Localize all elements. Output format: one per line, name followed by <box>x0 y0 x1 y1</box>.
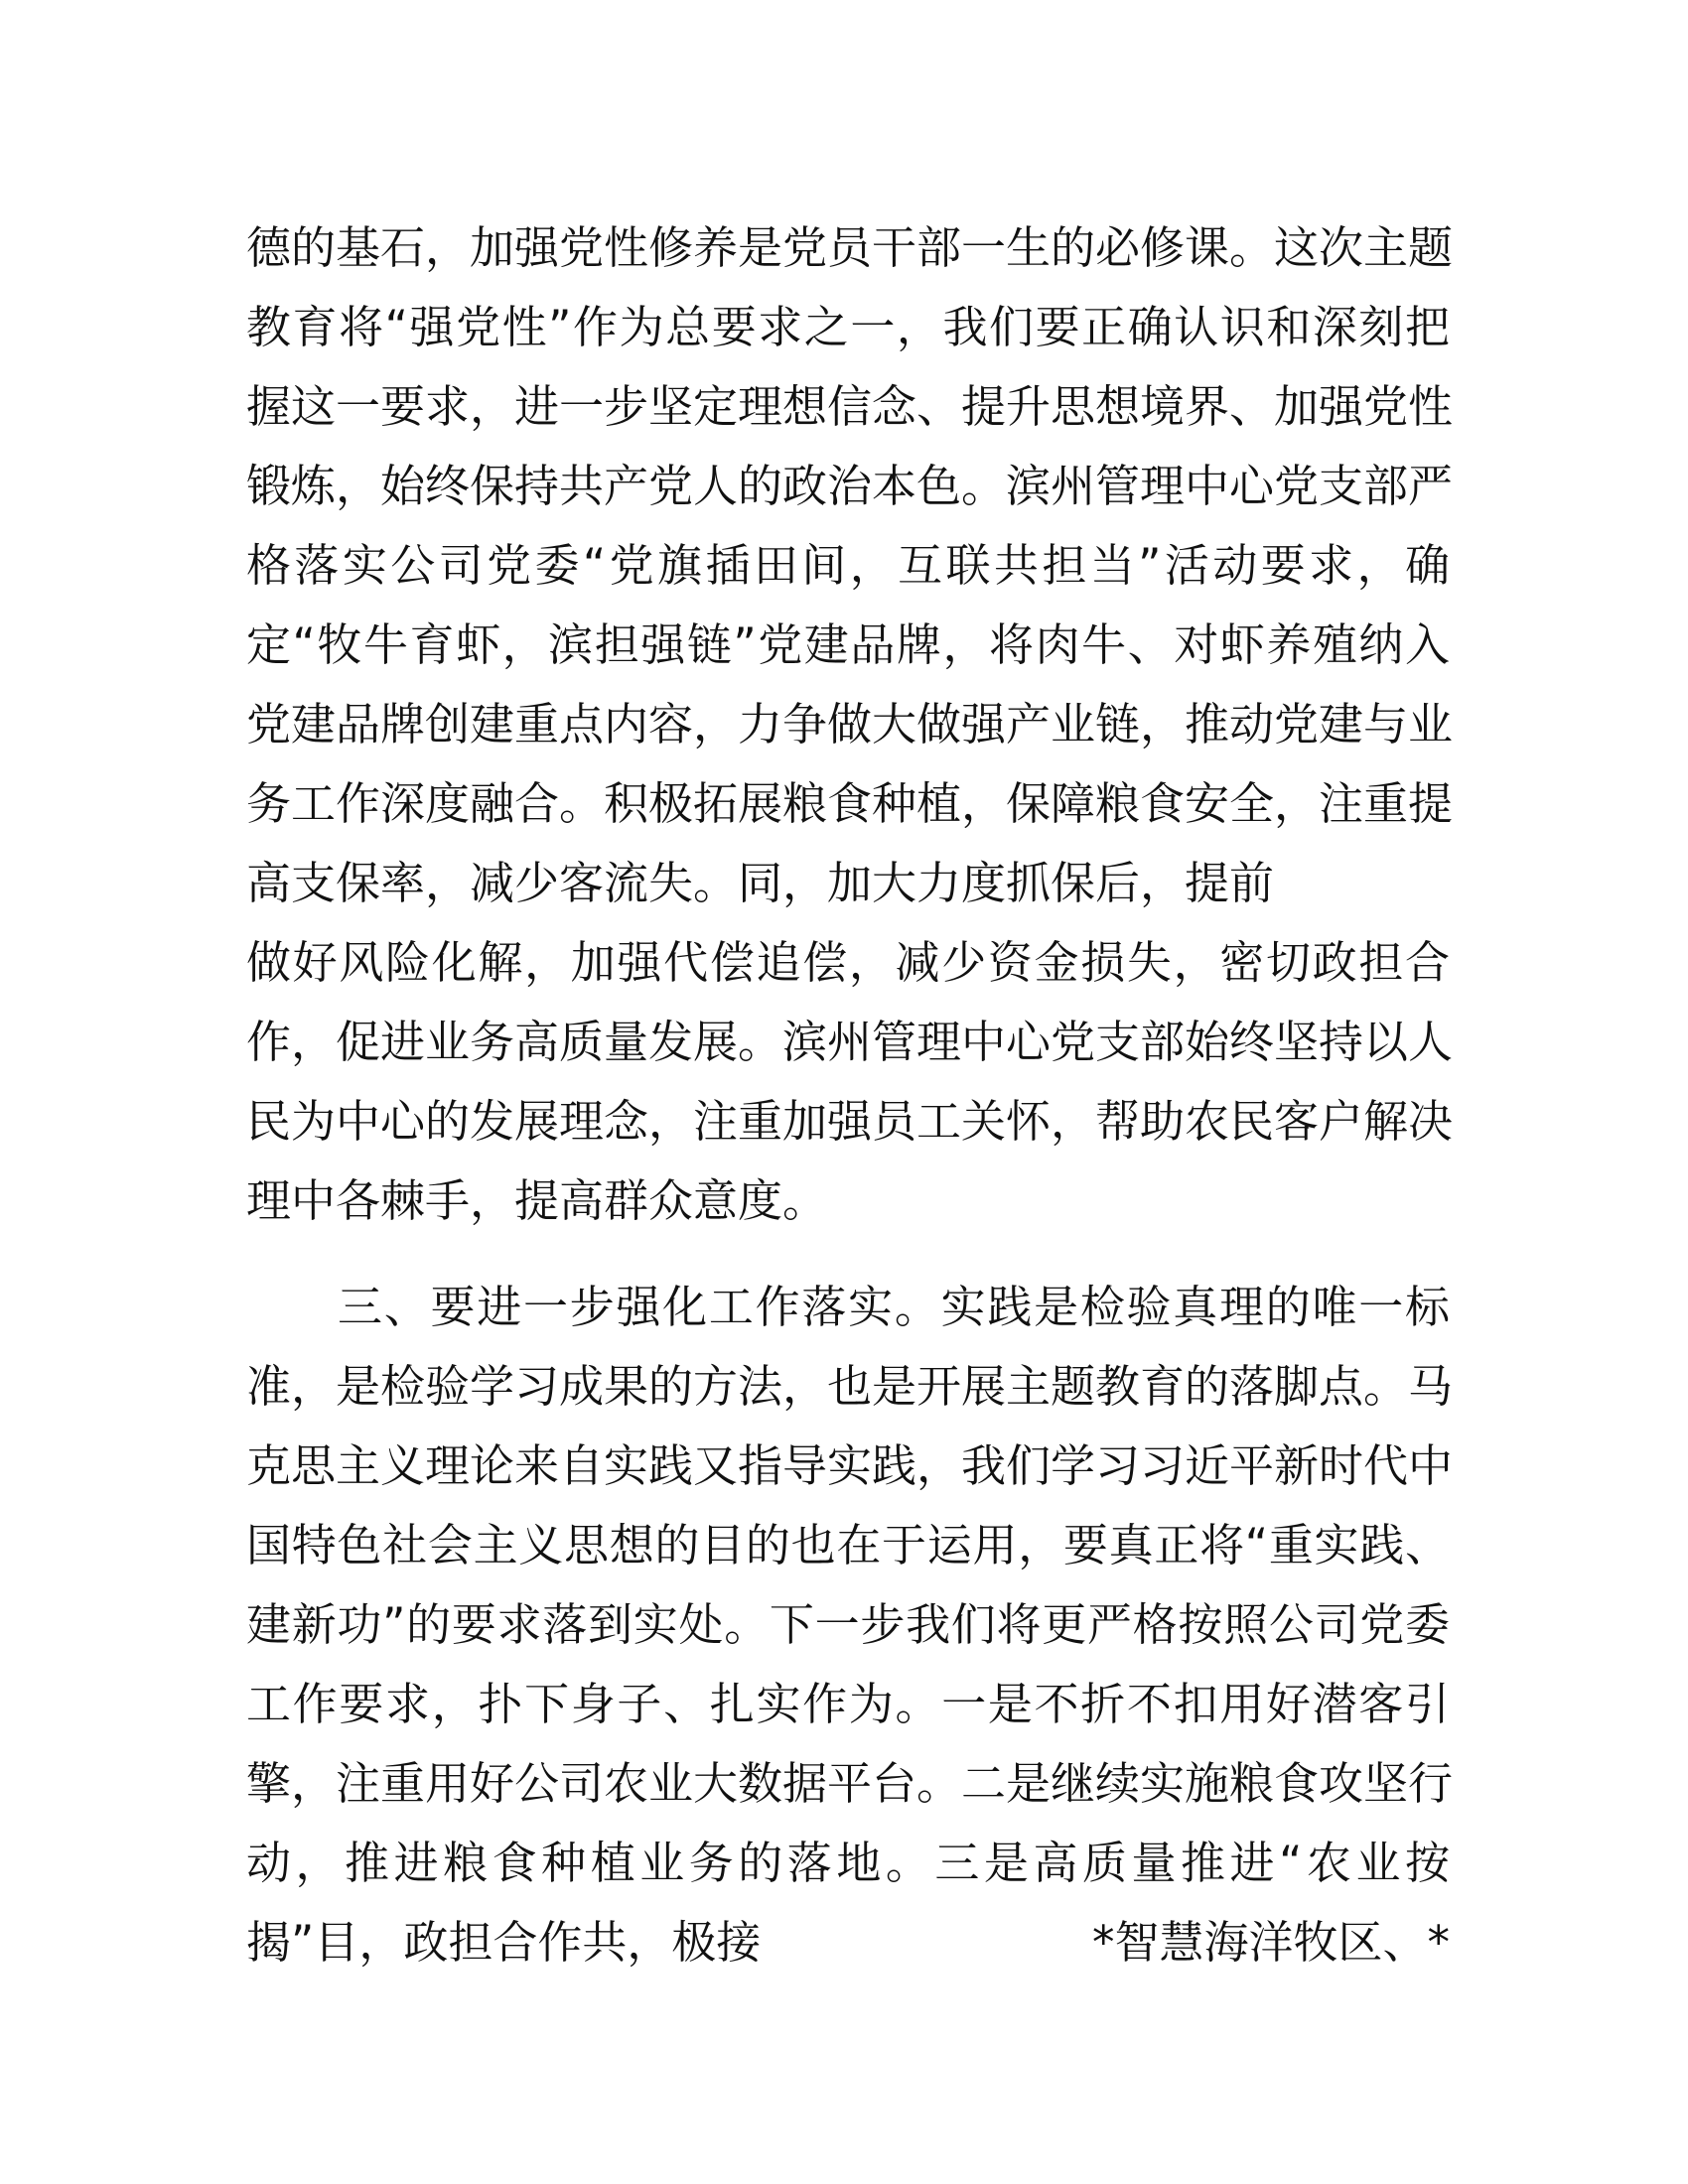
body-text <box>246 208 1454 1982</box>
text-line: 作，促进业务高质量发展。滨州管理中心党支部始终坚持以人 <box>246 1016 1454 1068</box>
text-line: 三、要进一步强化工作落实。实践是检验真理的唯一标 <box>338 1281 1450 1333</box>
text-line: 定“牧牛育虾，滨担强链”党建品牌，将肉牛、对虾养殖纳入 <box>246 618 1450 671</box>
text-line: 格落实公司党委“党旗插田间，互联共担当”活动要求，确 <box>246 539 1450 592</box>
text-line: 做好风险化解，加强代偿追偿，减少资金损失，密切政担合 <box>246 936 1450 989</box>
text-line-last <box>246 1903 1450 1982</box>
text-line: 务工作深度融合。积极拓展粮食种植，保障粮食安全，注重提 <box>246 777 1454 830</box>
text-line: 锻炼，始终保持共产党人的政治本色。滨州管理中心党支部严 <box>246 460 1454 512</box>
text-line: 握这一要求，进一步坚定理想信念、提升思想境界、加强党性 <box>246 380 1454 433</box>
text-line: 教育将“强党性”作为总要求之一，我们要正确认识和深刻把 <box>246 301 1450 353</box>
last-line-right-text: *智慧海洋牧区、* <box>1091 1916 1450 1969</box>
text-line: 工作要求，扑下身子、扎实作为。一是不折不扣用好潜客引 <box>246 1678 1450 1730</box>
text-line: 高支保率，减少客流失。同，加大力度抓保后，提前 <box>246 857 1275 909</box>
text-line: 建新功”的要求落到实处。下一步我们将更严格按照公司党委 <box>246 1598 1450 1651</box>
text-line: 擎，注重用好公司农业大数据平台。二是继续实施粮食攻坚行 <box>246 1757 1454 1810</box>
text-line: 党建品牌创建重点内容，力争做大做强产业链，推动党建与业 <box>246 698 1454 751</box>
last-line-left-text: 揭”目，政担合作共，极接 <box>246 1916 762 1969</box>
paragraph-1 <box>246 208 1454 1241</box>
paragraph-2 <box>246 1268 1454 1982</box>
text-line: 民为中心的发展理念，注重加强员工关怀，帮助农民客户解决 <box>246 1095 1454 1148</box>
text-line: 国特色社会主义思想的目的也在于运用，要真正将“重实践、 <box>246 1519 1450 1571</box>
paragraph-gap <box>246 1241 1450 1268</box>
text-line: 克思主义理论来自实践又指导实践，我们学习习近平新时代中 <box>246 1439 1454 1492</box>
text-line: 准，是检验学习成果的方法，也是开展主题教育的落脚点。马 <box>246 1360 1454 1413</box>
text-line: 德的基石，加强党性修养是党员干部一生的必修课。这次主题 <box>246 221 1454 274</box>
text-line: 理中各棘手，提高群众意度。 <box>246 1174 828 1227</box>
text-line: 动，推进粮食种植业务的落地。三是高质量推进“农业按 <box>246 1837 1450 1889</box>
